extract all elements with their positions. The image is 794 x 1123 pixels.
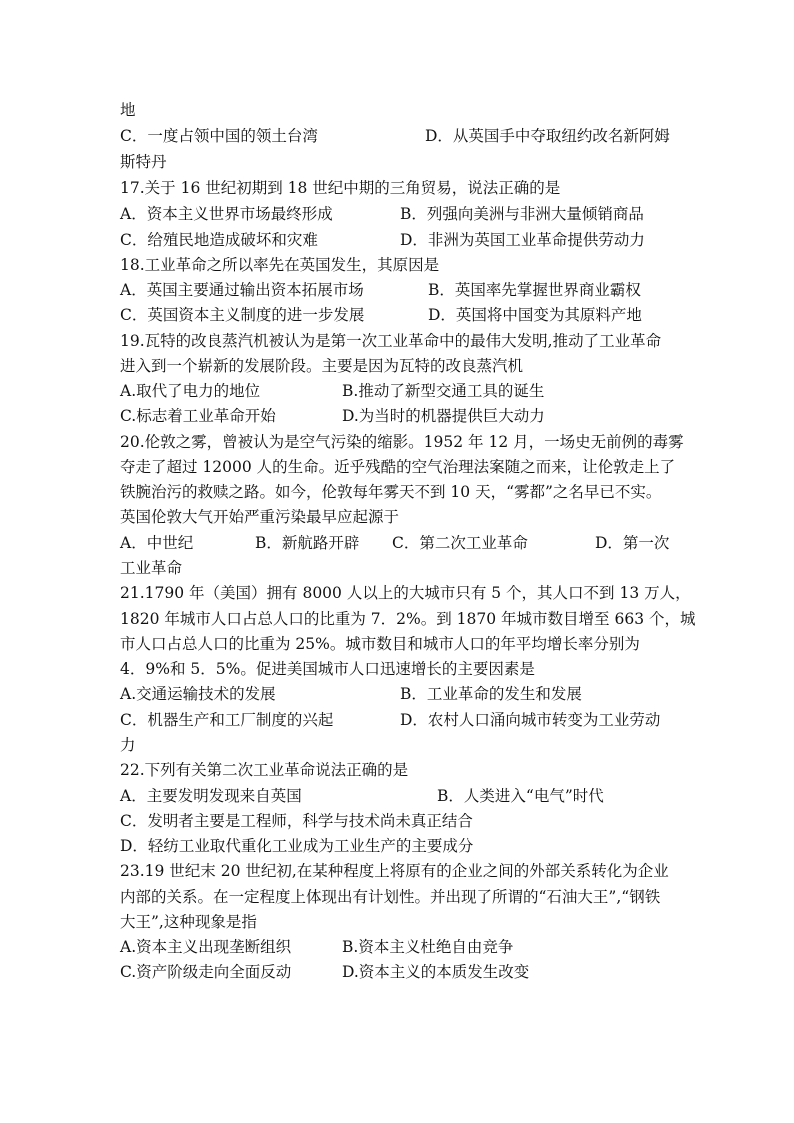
option-c: C．机器生产和工厂制度的兴起 xyxy=(120,711,334,729)
option-b: B.推动了新型交通工具的诞生 xyxy=(342,382,545,400)
option-d: D．非洲为英国工业革命提供劳动力 xyxy=(400,231,645,249)
text-line: 斯特丹 xyxy=(120,153,167,171)
text-line: 大王”,这种现象是指 xyxy=(120,913,257,931)
text-line: 进入到一个崭新的发展阶段。主要是因为瓦特的改良蒸汽机 xyxy=(120,357,524,375)
option-d: D．第一次 xyxy=(595,534,670,552)
question-21: 21.1790 年（美国）拥有 8000 人以上的大城市只有 5 个，其人口不到 13 万人， xyxy=(120,584,691,602)
option-c: C．给殖民地造成破坏和灾难 xyxy=(120,231,318,249)
option-a: A．资本主义世界市场最终形成 xyxy=(120,205,333,223)
text-line: 夺走了超过 12000 人的生命。近乎残酷的空气治理法案随之而来，让伦敦走上了 xyxy=(120,458,676,476)
option-b: B．列强向美洲与非洲大量倾销商品 xyxy=(400,205,644,223)
question-20: 20.伦敦之雾，曾被认为是空气污染的缩影。1952 年 12 月，一场史无前例的毒雾 xyxy=(120,433,684,451)
option-a: A．主要发明发现来自英国 xyxy=(120,787,302,805)
option-a: A．中世纪 xyxy=(120,534,194,552)
option-b: B．工业革命的发生和发展 xyxy=(400,685,582,703)
text-line: 英国伦敦大气开始严重污染最早应起源于 xyxy=(120,508,400,526)
option-a: A.取代了电力的地位 xyxy=(120,382,261,400)
question-17: 17.关于 16 世纪初期到 18 世纪中期的三角贸易，说法正确的是 xyxy=(120,179,561,197)
option-c: C.资产阶级走向全面反动 xyxy=(120,963,292,981)
option-d: D．英国将中国变为其原料产地 xyxy=(428,306,642,324)
option-d: D．农村人口涌向城市转变为工业劳动 xyxy=(400,711,661,729)
text-line: 地 xyxy=(120,101,136,119)
option-d: D.为当时的机器提供巨大动力 xyxy=(342,407,545,425)
text-line: 力 xyxy=(120,736,136,754)
text-line: 铁腕治污的救赎之路。如今，伦敦每年雾天不到 10 天，“雾都”之名早已不实。 xyxy=(120,483,662,501)
option-a: A．英国主要通过输出资本拓展市场 xyxy=(120,281,364,299)
option-b: B.资本主义杜绝自由竞争 xyxy=(342,938,514,956)
option-b: B．英国率先掌握世界商业霸权 xyxy=(428,281,641,299)
option-b: B．人类进入“电气”时代 xyxy=(437,787,604,805)
option-c: C．英国资本主义制度的进一步发展 xyxy=(120,306,365,324)
option-c: C．一度占领中国的领土台湾 xyxy=(120,127,318,145)
option-d: D．轻纺工业取代重化工业成为工业生产的主要成分 xyxy=(120,837,474,855)
option-b: B．新航路开辟 xyxy=(255,534,360,552)
question-19: 19.瓦特的改良蒸汽机被认为是第一次工业革命中的最伟大发明,推动了工业革命 xyxy=(120,332,662,350)
text-line: 1820 年城市人口占总人口的比重为 7．2%。到 1870 年城市数目增至 663 个，城 xyxy=(120,610,696,628)
option-d: D．从英国手中夺取纽约改名新阿姆 xyxy=(425,127,670,145)
text-line: 内部的关系。在一定程度上体现出有计划性。并出现了所谓的“石油大王”,“钢铁 xyxy=(120,888,661,906)
option-a: A.交通运输技术的发展 xyxy=(120,685,276,703)
text-line: 工业革命 xyxy=(120,559,183,577)
question-22: 22.下列有关第二次工业革命说法正确的是 xyxy=(120,761,409,779)
option-d: D.资本主义的本质发生改变 xyxy=(342,963,530,981)
question-23: 23.19 世纪末 20 世纪初,在某种程度上将原有的企业之间的外部关系转化为企业 xyxy=(120,862,669,880)
text-line: 市人口占总人口的比重为 25%。城市数目和城市人口的年平均增长率分别为 xyxy=(120,635,640,653)
option-c: C．发明者主要是工程师，科学与技术尚未真正结合 xyxy=(120,812,473,830)
option-c: C．第二次工业革命 xyxy=(392,534,528,552)
option-c: C.标志着工业革命开始 xyxy=(120,407,276,425)
option-a: A.资本主义出现垄断组织 xyxy=(120,938,292,956)
question-18: 18.工业革命之所以率先在英国发生，其原因是 xyxy=(120,256,440,274)
text-line: 4．9%和 5．5%。促进美国城市人口迅速增长的主要因素是 xyxy=(120,660,535,678)
